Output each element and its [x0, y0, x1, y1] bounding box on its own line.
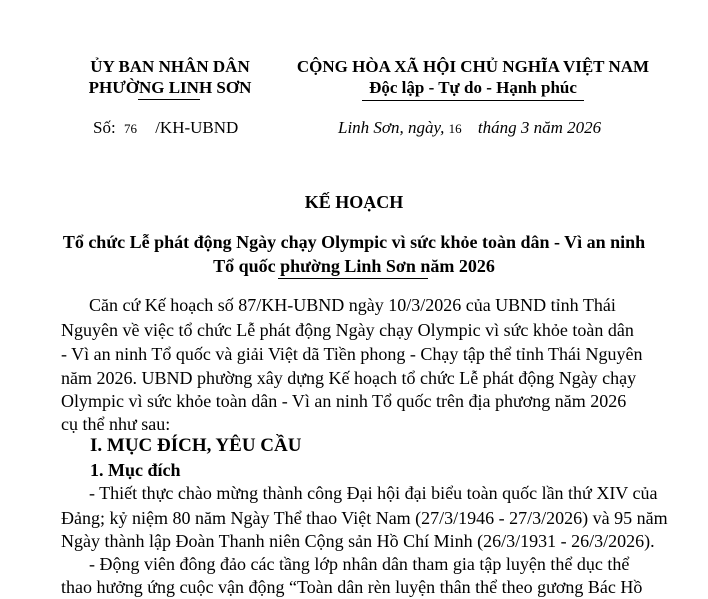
date-day: 16 — [448, 121, 462, 136]
intro-line: Nguyên về việc tổ chức Lễ phát động Ngày chạy Olympic vì sức khỏe toàn dân — [61, 320, 634, 340]
purpose-line: Đảng; kỷ niệm 80 năm Ngày Thể thao Việt Nam (27/3/1946 - 27/3/2026) và 95 năm — [61, 508, 668, 528]
purpose-line: Ngày thành lập Đoàn Thanh niên Cộng sản Hồ Chí Minh (26/3/1931 - 26/3/2026). — [61, 531, 655, 551]
document-subtitle-line1: Tổ chức Lễ phát động Ngày chạy Olympic vì sức khỏe toàn dân - Vì an ninh — [62, 232, 646, 252]
purpose-line: - Động viên đông đảo các tầng lớp nhân dân tham gia tập luyện thể dục thể — [89, 554, 630, 574]
place-date-prefix: Linh Sơn, ngày, — [338, 118, 445, 137]
subsection-heading: 1. Mục đích — [90, 460, 181, 480]
purpose-line: thao hưởng ứng cuộc vận động “Toàn dân rèn luyện thân thể theo gương Bác Hồ — [61, 577, 643, 597]
org-name-line1: ỦY BAN NHÂN DÂN — [90, 57, 250, 76]
subtitle-underline — [278, 278, 428, 279]
intro-line: - Vì an ninh Tổ quốc và giải Việt dã Tiền phong - Chạy tập thể tỉnh Thái Nguyên — [61, 344, 643, 364]
purpose-line: - Thiết thực chào mừng thành công Đại hội đại biểu toàn quốc lần thứ XIV của — [89, 483, 658, 503]
republic-name: CỘNG HÒA XÃ HỘI CHỦ NGHĨA VIỆT NAM — [296, 57, 650, 76]
intro-line: năm 2026. UBND phường xây dựng Kế hoạch tổ chức Lễ phát động Ngày chạy — [61, 368, 637, 388]
place-date-suffix: tháng 3 năm 2026 — [477, 118, 602, 137]
section-heading: I. MỤC ĐÍCH, YÊU CẦU — [90, 435, 302, 456]
national-motto: Độc lập - Tự do - Hạnh phúc — [369, 78, 577, 97]
org-underline — [138, 99, 200, 100]
so-label: Số: — [93, 118, 116, 137]
place-date — [338, 117, 601, 139]
motto-underline — [362, 100, 584, 101]
so-number: 76 — [123, 121, 137, 136]
document-title: KẾ HOẠCH — [304, 192, 404, 212]
document-subtitle-line2: Tổ quốc phường Linh Sơn năm 2026 — [213, 256, 495, 276]
intro-line: cụ thể như sau: — [61, 414, 171, 434]
intro-line: Căn cứ Kế hoạch số 87/KH-UBND ngày 10/3/2026 của UBND tỉnh Thái — [89, 295, 616, 315]
document-number — [93, 117, 238, 139]
intro-line: Olympic vì sức khỏe toàn dân - Vì an ninh Tổ quốc trên địa phương năm 2026 — [61, 391, 627, 411]
org-name-line2: PHƯỜNG LINH SƠN — [88, 78, 252, 97]
so-suffix: /KH-UBND — [155, 118, 239, 137]
